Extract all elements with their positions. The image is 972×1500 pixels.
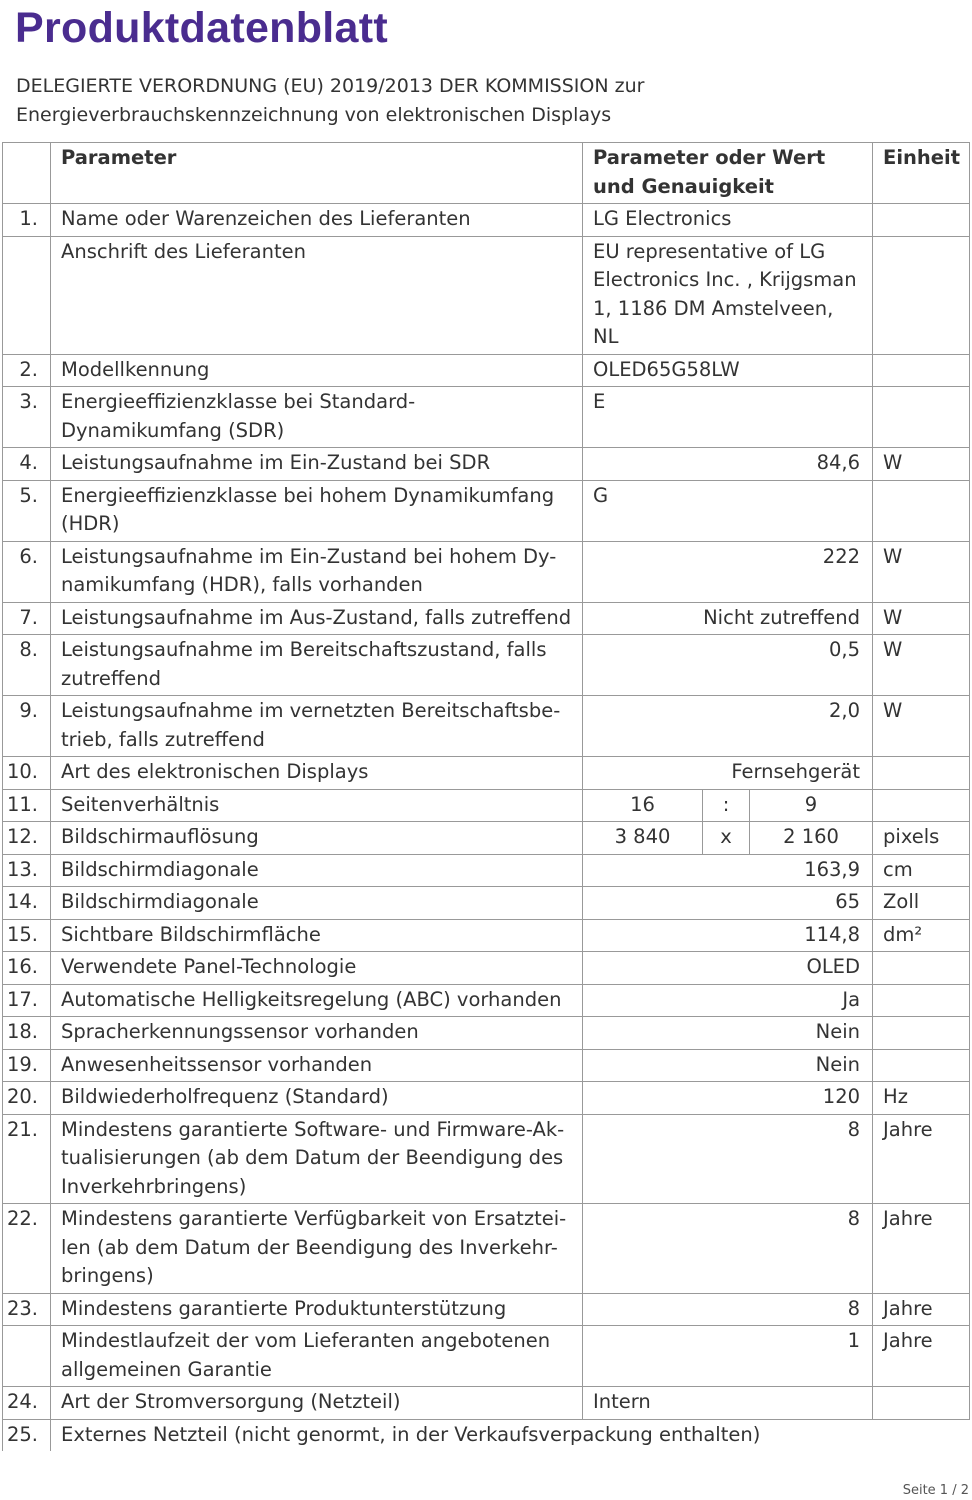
row-value: 1 [583,1326,873,1387]
row-number: 19. [3,1049,51,1082]
row-parameter: Mindestens garantierte Verfügbarkeit von Ersatztei-len (ab dem Datum der Beendigung des Inverkehr-bringens) [51,1204,583,1294]
row-unit [873,204,970,237]
row-number: 1. [3,204,51,237]
table-row [3,635,970,696]
row-unit [873,1387,970,1420]
table-row [3,1204,970,1294]
aspect-height: 9 [750,789,873,822]
table-row [3,204,970,237]
row-unit: Jahre [873,1326,970,1387]
table-row [3,1387,970,1420]
row-parameter: Leistungsaufnahme im Bereitschaftszustand, falls zutreffend [51,635,583,696]
row-unit: W [873,602,970,635]
document-title: Produktdatenblatt [15,4,388,52]
row-parameter: Mindestlaufzeit der vom Lieferanten angebotenen allgemeinen Garantie [51,1326,583,1387]
row-unit: cm [873,854,970,887]
row-parameter: Art des elektronischen Displays [51,757,583,790]
row-value: 114,8 [583,919,873,952]
row-number: 14. [3,887,51,920]
row-unit: Zoll [873,887,970,920]
row-value: 2,0 [583,696,873,757]
row-number: 15. [3,919,51,952]
header-number-cell [3,143,51,204]
row-value: 84,6 [583,448,873,481]
row-parameter: Leistungsaufnahme im Ein-Zustand bei hohem Dy-namikumfang (HDR), falls vorhanden [51,541,583,602]
header-unit: Einheit [873,143,970,204]
table-row [3,1326,970,1387]
table-row [3,236,970,354]
row-unit [873,789,970,822]
row-unit: Jahre [873,1204,970,1294]
table-row [3,1419,970,1451]
row-unit [873,480,970,541]
row-parameter: Mindestens garantierte Software- und Firmware-Ak-tualisierungen (ab dem Datum der Beendigung des Inverkehrbringens) [51,1114,583,1204]
row-number: 3. [3,387,51,448]
row-unit: W [873,696,970,757]
row-value: 8 [583,1293,873,1326]
row-value: 65 [583,887,873,920]
table-row [3,1017,970,1050]
aspect-width: 16 [583,789,703,822]
table-row [3,952,970,985]
row-value: 8 [583,1114,873,1204]
table-row [3,887,970,920]
row-unit [873,1017,970,1050]
row-number: 9. [3,696,51,757]
row-number: 22. [3,1204,51,1294]
row-value: Nein [583,1017,873,1050]
row-parameter: Anschrift des Lieferanten [51,236,583,354]
row-unit [873,236,970,354]
row-number: 23. [3,1293,51,1326]
row-number: 18. [3,1017,51,1050]
row-parameter: Modellkennung [51,354,583,387]
table-header-row [3,143,970,204]
row-unit [873,757,970,790]
row-value: Intern [583,1387,873,1420]
row-value: Ja [583,984,873,1017]
table-row [3,984,970,1017]
row-unit: Hz [873,1082,970,1115]
row-number: 7. [3,602,51,635]
row-number: 2. [3,354,51,387]
row-number: 10. [3,757,51,790]
row-parameter: Verwendete Panel-Technologie [51,952,583,985]
subtitle-line-2: Energieverbrauchskennzeichnung von elektronischen Displays [16,103,612,126]
table-row [3,354,970,387]
row-value: 120 [583,1082,873,1115]
row-value: 163,9 [583,854,873,887]
table-row [3,696,970,757]
row-value: OLED [583,952,873,985]
row-unit [873,387,970,448]
row-number: 12. [3,822,51,855]
table-row [3,789,970,822]
row-value: 222 [583,541,873,602]
table-row [3,1293,970,1326]
table-row [3,387,970,448]
row-unit: W [873,635,970,696]
row-parameter: Spracherkennungssensor vorhanden [51,1017,583,1050]
row-number: 17. [3,984,51,1017]
table-row [3,541,970,602]
row-parameter: Bildschirmdiagonale [51,854,583,887]
header-value: Parameter oder Wert und Genauigkeit [583,143,873,204]
row-unit: W [873,448,970,481]
row-parameter: Art der Stromversorgung (Netzteil) [51,1387,583,1420]
row-parameter: Leistungsaufnahme im Ein-Zustand bei SDR [51,448,583,481]
row-value: Nein [583,1049,873,1082]
row-unit: Jahre [873,1114,970,1204]
row-parameter: Bildschirmauflösung [51,822,583,855]
row-parameter: Sichtbare Bildschirmfläche [51,919,583,952]
row-number: 8. [3,635,51,696]
page-number: Seite 1 / 2 [902,1483,969,1498]
header-parameter: Parameter [51,143,583,204]
row-value: Fernsehgerät [583,757,873,790]
row-parameter: Externes Netzteil (nicht genormt, in der Verkaufsverpackung enthalten) [51,1419,970,1451]
table-row [3,1082,970,1115]
row-parameter: Energieeffizienzklasse bei Standard-Dynamikumfang (SDR) [51,387,583,448]
resolution-horizontal: 3 840 [583,822,703,855]
row-parameter: Automatische Helligkeitsregelung (ABC) vorhanden [51,984,583,1017]
row-value: LG Electronics [583,204,873,237]
row-number: 6. [3,541,51,602]
subtitle-line-1: DELEGIERTE VERORDNUNG (EU) 2019/2013 DER KOMMISSION zur [16,75,645,97]
row-unit [873,1049,970,1082]
row-parameter: Name oder Warenzeichen des Lieferanten [51,204,583,237]
row-number: 5. [3,480,51,541]
row-parameter: Leistungsaufnahme im vernetzten Bereitschaftsbe-trieb, falls zutreffend [51,696,583,757]
row-unit: pixels [873,822,970,855]
table-row [3,822,970,855]
row-unit [873,984,970,1017]
row-number: 24. [3,1387,51,1420]
row-unit [873,354,970,387]
row-value: G [583,480,873,541]
row-number: 21. [3,1114,51,1204]
row-number: 13. [3,854,51,887]
table-row [3,1049,970,1082]
row-number: 11. [3,789,51,822]
row-parameter: Leistungsaufnahme im Aus-Zustand, falls zutreffend [51,602,583,635]
regulation-subtitle [16,72,644,129]
row-unit: Jahre [873,1293,970,1326]
aspect-separator: : [703,789,750,822]
row-unit: W [873,541,970,602]
row-parameter: Anwesenheitssensor vorhanden [51,1049,583,1082]
table-row [3,480,970,541]
table-row [3,602,970,635]
row-number: 25. [3,1419,51,1451]
table-row [3,1114,970,1204]
row-value: E [583,387,873,448]
row-parameter: Energieeffizienzklasse bei hohem Dynamikumfang (HDR) [51,480,583,541]
row-number: 16. [3,952,51,985]
row-number: 4. [3,448,51,481]
resolution-vertical: 2 160 [750,822,873,855]
row-unit: dm² [873,919,970,952]
row-number: 20. [3,1082,51,1115]
resolution-separator: x [703,822,750,855]
row-parameter: Bildschirmdiagonale [51,887,583,920]
row-unit [873,952,970,985]
row-number [3,236,51,354]
row-value: 0,5 [583,635,873,696]
row-parameter: Bildwiederholfrequenz (Standard) [51,1082,583,1115]
table-row [3,854,970,887]
table-row [3,757,970,790]
row-value: Nicht zutreffend [583,602,873,635]
product-data-table [2,142,970,1451]
row-number [3,1326,51,1387]
row-value: EU representative of LG Electronics Inc. , Krijgsman 1, 1186 DM Amstelveen, NL [583,236,873,354]
row-parameter: Mindestens garantierte Produktunterstützung [51,1293,583,1326]
table-row [3,448,970,481]
row-parameter: Seitenverhältnis [51,789,583,822]
row-value: OLED65G58LW [583,354,873,387]
row-value: 8 [583,1204,873,1294]
table-row [3,919,970,952]
